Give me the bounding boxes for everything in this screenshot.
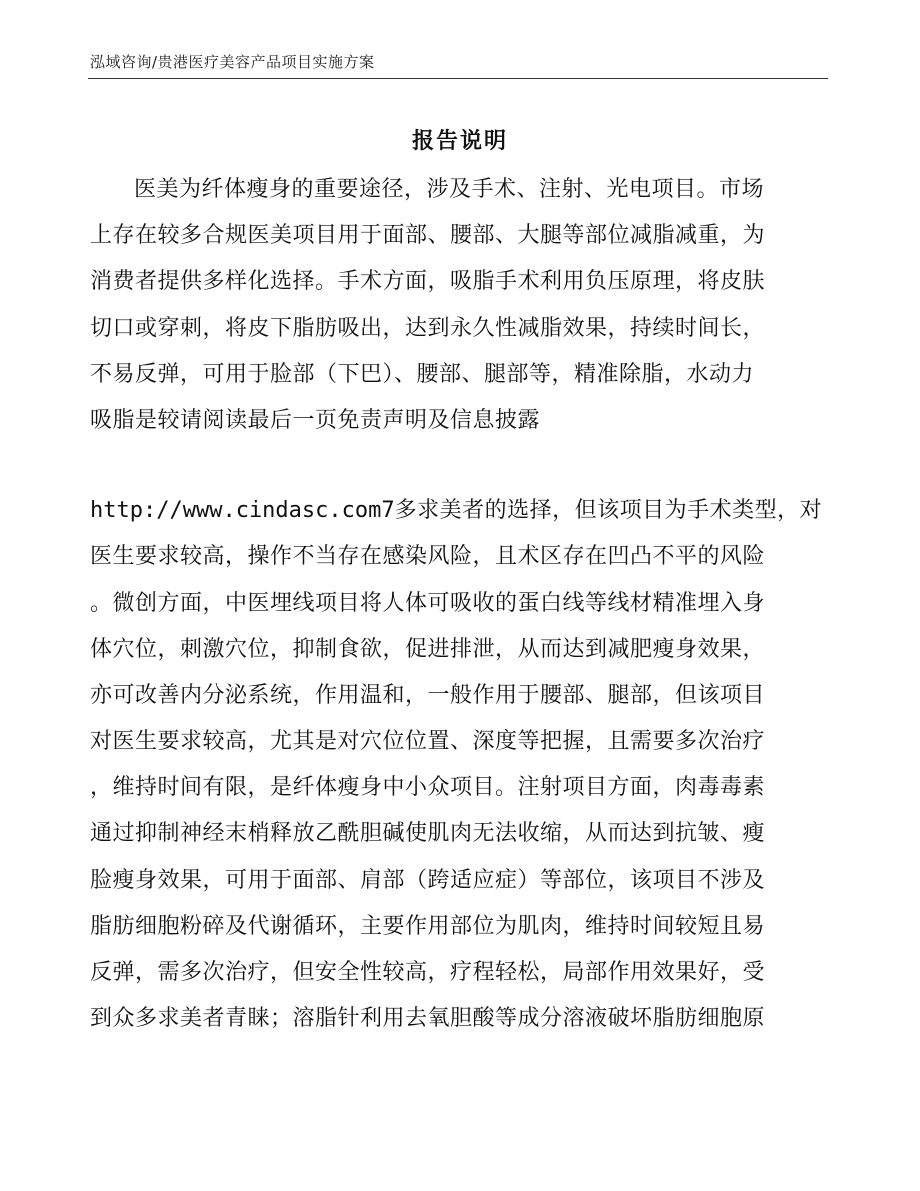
text-line-with-url [90,488,830,534]
text-line: 脂肪细胞粉碎及代谢循环，主要作用部位为肌肉，维持时间较短且易 [90,913,766,939]
page-title: 报告说明 [411,129,508,154]
text-line: 吸脂是较请阅读最后一页免责声明及信息披露 [90,407,541,433]
text-line: 反弹，需多次治疗，但安全性较高，疗程轻松，局部作用效果好，受 [90,960,766,985]
text-line: 通过抑制神经末梢释放乙酰胆碱使肌肉无法收缩，从而达到抗皱、瘦 [90,821,766,847]
text-line: 医生要求较高，操作不当存在感染风险，且术区存在凹凸不平的风险 [90,544,766,570]
report-body [90,167,830,1042]
text-line: 切口或穿刺，将皮下脂肪吸出，达到永久性减脂效果，持续时间长， [90,315,766,341]
text-line: 脸瘦身效果，可用于面部、肩部（跨适应症）等部位，该项目不涉及 [90,867,766,893]
text-line: 消费者提供多样化选择。手术方面，吸脂手术利用负压原理，将皮肤 [90,269,766,295]
text-line: ，维持时间有限，是纤体瘦身中小众项目。注射项目方面，肉毒毒素 [90,775,766,801]
text-line: 不易反弹，可用于脸部（下巴）、腰部、腿部等，精准除脂，水动力 [90,361,755,387]
text-line-rest: 多求美者的选择，但该项目为手术类型，对 [394,498,823,524]
text-line: 上存在较多合规医美项目用于面部、腰部、大腿等部位减脂减重，为 [90,223,766,249]
disclaimer-url: http://www.cindasc.com7 [90,498,395,524]
header-divider [88,78,828,79]
text-line: 亦可改善内分泌系统，作用温和，一般作用于腰部、腿部，但该项目 [90,682,766,708]
text-line: 。微创方面，中医埋线项目将人体可吸收的蛋白线等线材精准埋入身 [90,590,766,616]
document-header: 泓域咨询/贵港医疗美容产品项目实施方案 [90,53,375,71]
text-line: 对医生要求较高，尤其是对穴位位置、深度等把握，且需要多次治疗 [90,729,766,755]
text-line: 体穴位，刺激穴位，抑制食欲，促进排泄，从而达到减肥瘦身效果， [90,636,766,662]
text-line: 到众多求美者青睐；溶脂针利用去氧胆酸等成分溶液破坏脂肪细胞原 [90,1006,766,1032]
text-line: 医美为纤体瘦身的重要途径，涉及手术、注射、光电项目。市场 [134,177,765,202]
